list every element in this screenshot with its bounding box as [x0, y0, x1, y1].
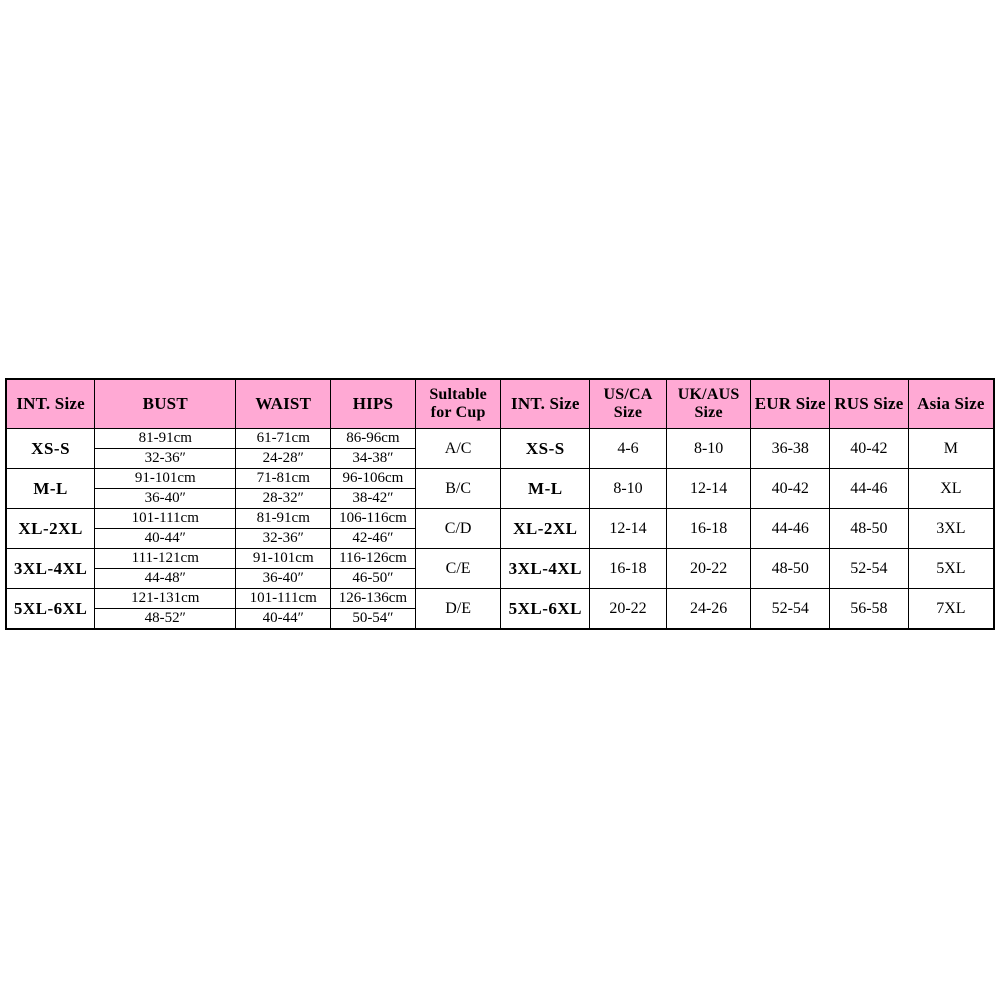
cell-cup: C/E — [415, 549, 501, 589]
column-header-cup — [415, 379, 501, 429]
column-header-us-ca-line2: Size — [613, 404, 643, 421]
cell-us-ca: 12-14 — [590, 509, 667, 549]
cell-waist — [236, 469, 331, 509]
cell-waist-cm: 81-91cm — [236, 509, 330, 529]
cell-bust — [95, 469, 236, 509]
cell-hips-inch: 34-38″ — [352, 450, 394, 466]
cell-hips — [331, 549, 416, 589]
cell-hips — [331, 429, 416, 469]
table-header-row — [6, 379, 994, 429]
cell-bust-inch: 48-52″ — [144, 610, 186, 626]
cell-waist-cm: 91-101cm — [236, 549, 330, 569]
cell-eur: 52-54 — [751, 589, 830, 630]
cell-bust-cm: 121-131cm — [95, 589, 235, 609]
cell-hips-cm: 106-116cm — [331, 509, 415, 529]
cell-waist-inch: 28-32″ — [262, 490, 304, 506]
column-header-int-size: INT. Size — [6, 379, 95, 429]
column-header-hips: HIPS — [331, 379, 416, 429]
cell-hips — [331, 589, 416, 630]
cell-bust-cm: 111-121cm — [95, 549, 235, 569]
cell-waist-inch: 40-44″ — [262, 610, 304, 626]
cell-eur: 48-50 — [751, 549, 830, 589]
cell-bust-inch: 40-44″ — [144, 530, 186, 546]
cell-bust-cm: 91-101cm — [95, 469, 235, 489]
cell-uk-aus: 20-22 — [666, 549, 751, 589]
cell-waist-cm: 101-111cm — [236, 589, 330, 609]
cell-hips — [331, 509, 416, 549]
cell-asia: XL — [908, 469, 994, 509]
column-header-asia: Asia Size — [908, 379, 994, 429]
cell-bust-inch: 32-36″ — [144, 450, 186, 466]
cell-bust-cm: 101-111cm — [95, 509, 235, 529]
cell-asia: 7XL — [908, 589, 994, 630]
column-header-bust: BUST — [95, 379, 236, 429]
cell-rus: 52-54 — [830, 549, 909, 589]
cell-rus: 48-50 — [830, 509, 909, 549]
cell-hips-cm: 126-136cm — [331, 589, 415, 609]
cell-bust — [95, 509, 236, 549]
table-row — [6, 589, 994, 630]
cell-waist-inch: 24-28″ — [262, 450, 304, 466]
cell-cup: B/C — [415, 469, 501, 509]
cell-waist — [236, 509, 331, 549]
cell-int-size-2: 5XL-6XL — [501, 589, 590, 630]
cell-rus: 44-46 — [830, 469, 909, 509]
cell-cup: A/C — [415, 429, 501, 469]
cell-bust-cm: 81-91cm — [95, 429, 235, 449]
table-row — [6, 549, 994, 589]
column-header-us-ca — [590, 379, 667, 429]
cell-rus: 56-58 — [830, 589, 909, 630]
cell-hips-inch: 50-54″ — [352, 610, 394, 626]
cell-rus: 40-42 — [830, 429, 909, 469]
cell-uk-aus: 8-10 — [666, 429, 751, 469]
cell-asia: 5XL — [908, 549, 994, 589]
cell-waist — [236, 589, 331, 630]
cell-uk-aus: 24-26 — [666, 589, 751, 630]
table-row — [6, 509, 994, 549]
cell-uk-aus: 12-14 — [666, 469, 751, 509]
cell-waist — [236, 429, 331, 469]
column-header-cup-line1: Sultable — [429, 385, 487, 403]
cell-int-size: XL-2XL — [6, 509, 95, 549]
cell-bust-inch: 44-48″ — [144, 570, 186, 586]
cell-eur: 40-42 — [751, 469, 830, 509]
cell-cup: D/E — [415, 589, 501, 630]
cell-bust — [95, 429, 236, 469]
cell-asia: M — [908, 429, 994, 469]
cell-waist — [236, 549, 331, 589]
cell-hips-cm: 86-96cm — [331, 429, 415, 449]
table-body — [6, 429, 994, 630]
column-header-eur: EUR Size — [751, 379, 830, 429]
cell-asia: 3XL — [908, 509, 994, 549]
table-row — [6, 469, 994, 509]
cell-waist-cm: 61-71cm — [236, 429, 330, 449]
column-header-uk-aus-line2: Size — [694, 404, 723, 421]
cell-int-size-2: XS-S — [501, 429, 590, 469]
cell-us-ca: 4-6 — [590, 429, 667, 469]
cell-cup: C/D — [415, 509, 501, 549]
cell-hips-inch: 42-46″ — [352, 530, 394, 546]
cell-int-size: M-L — [6, 469, 95, 509]
cell-us-ca: 8-10 — [590, 469, 667, 509]
cell-hips-inch: 46-50″ — [352, 570, 394, 586]
cell-int-size: 3XL-4XL — [6, 549, 95, 589]
cell-int-size-2: M-L — [501, 469, 590, 509]
cell-us-ca: 20-22 — [590, 589, 667, 630]
cell-bust — [95, 589, 236, 630]
table-header — [6, 379, 994, 429]
column-header-uk-aus — [666, 379, 751, 429]
cell-int-size-2: XL-2XL — [501, 509, 590, 549]
cell-uk-aus: 16-18 — [666, 509, 751, 549]
cell-eur: 44-46 — [751, 509, 830, 549]
cell-int-size-2: 3XL-4XL — [501, 549, 590, 589]
column-header-us-ca-line1: US/CA — [603, 385, 653, 403]
cell-hips-cm: 116-126cm — [331, 549, 415, 569]
size-chart-container — [5, 378, 995, 630]
column-header-int-size-2: INT. Size — [501, 379, 590, 429]
cell-us-ca: 16-18 — [590, 549, 667, 589]
table-row — [6, 429, 994, 469]
cell-bust — [95, 549, 236, 589]
column-header-uk-aus-line1: UK/AUS — [677, 385, 740, 403]
cell-int-size: 5XL-6XL — [6, 589, 95, 630]
cell-waist-inch: 36-40″ — [262, 570, 304, 586]
cell-hips-inch: 38-42″ — [352, 490, 394, 506]
cell-waist-cm: 71-81cm — [236, 469, 330, 489]
cell-eur: 36-38 — [751, 429, 830, 469]
cell-hips — [331, 469, 416, 509]
cell-waist-inch: 32-36″ — [262, 530, 304, 546]
cell-int-size: XS-S — [6, 429, 95, 469]
cell-bust-inch: 36-40″ — [144, 490, 186, 506]
column-header-cup-line2: for Cup — [430, 404, 486, 421]
cell-hips-cm: 96-106cm — [331, 469, 415, 489]
column-header-rus: RUS Size — [830, 379, 909, 429]
size-conversion-table — [5, 378, 995, 630]
column-header-waist: WAIST — [236, 379, 331, 429]
